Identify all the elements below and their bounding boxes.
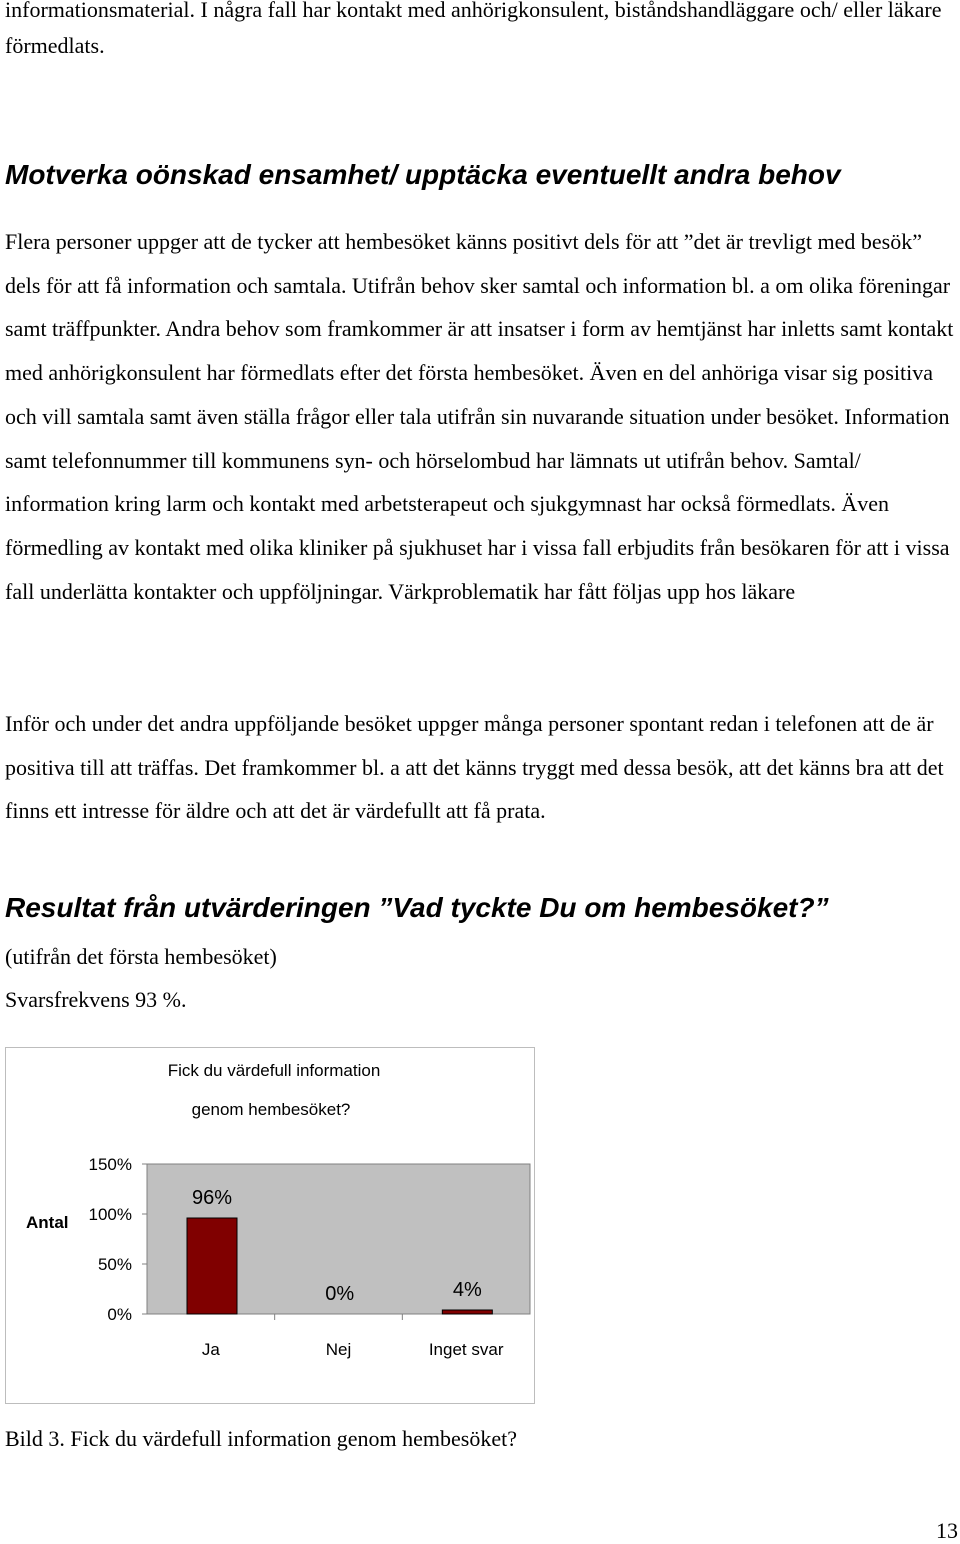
x-tick-label: Inget svar [428,1340,504,1359]
section-heading-evaluation: Resultat från utvärderingen ”Vad tyckte Du om hembesöket?” [5,892,829,923]
bar [187,1218,237,1314]
data-label: 0% [325,1283,355,1305]
x-tick-label: Nej [325,1340,352,1359]
y-tick-label: 50% [97,1255,132,1274]
bar-chart [6,1048,534,1403]
y-tick-label: 100% [88,1205,132,1224]
data-label: 4% [452,1279,482,1301]
chart-frame [5,1047,535,1404]
data-label: 96% [191,1187,233,1209]
evaluation-subheading: (utifrån det första hembesöket) [5,944,277,969]
section-heading-loneliness: Motverka oönskad ensamhet/ upptäcka eventuellt andra behov [5,159,841,190]
page-number: 13 [936,1518,958,1543]
loneliness-paragraph: Flera personer uppger att de tycker att hembesöket känns positivt dels för att ”det är trevligt med besök” dels för att få information och samtala. Utifrån behov sker samtal och information bl. a om olika föreningar samt träffpunkter. Andra behov som framkommer är att insatser i form av hemtjänst har inletts samt kontakt med anhörigkonsulent har förmedlats efter det första hembesöket. Även en del anhöriga visar sig positiva och vill samtala samt även ställa frågor eller tala utifrån sin nuvarande situation under besöket. Information samt telefonnummer till kommunens syn- och hörselombud har lämnats ut utifrån behov. Samtal/ information kring larm och kontakt med arbetsterapeut och sjukgymnast har också förmedlats. Även förmedling av kontakt med olika kliniker på sjukhuset har i vissa fall erbjudits från besökaren för att i vissa fall underlätta kontakter och uppföljningar. Värkproblematik har fått följas upp hos läkare [5,229,954,604]
chart-title-line-1: Fick du värdefull information [167,1061,381,1080]
intro-paragraph: informationsmaterial. I några fall har kontakt med anhörigkonsulent, biståndshandläggare och/ eller läkare förmedlats. [5,0,942,58]
follow-up-paragraph: Inför och under det andra uppföljande besöket uppger många personer spontant redan i telefonen att de är positiva till att träffas. Det framkommer bl. a att det känns tryggt med dessa besök, att det känns bra att det finns ett intresse för äldre och att det är värdefullt att få prata. [5,711,944,824]
y-tick-label: 0% [107,1305,132,1324]
chart-title-line-2: genom hembesöket? [191,1100,351,1119]
y-tick-label: 150% [88,1155,132,1174]
x-tick-label: Ja [201,1340,220,1359]
bar [442,1310,492,1314]
response-rate: Svarsfrekvens 93 %. [5,987,187,1012]
y-axis-label: Antal [26,1213,69,1232]
figure-caption: Bild 3. Fick du värdefull information genom hembesöket? [5,1426,518,1451]
